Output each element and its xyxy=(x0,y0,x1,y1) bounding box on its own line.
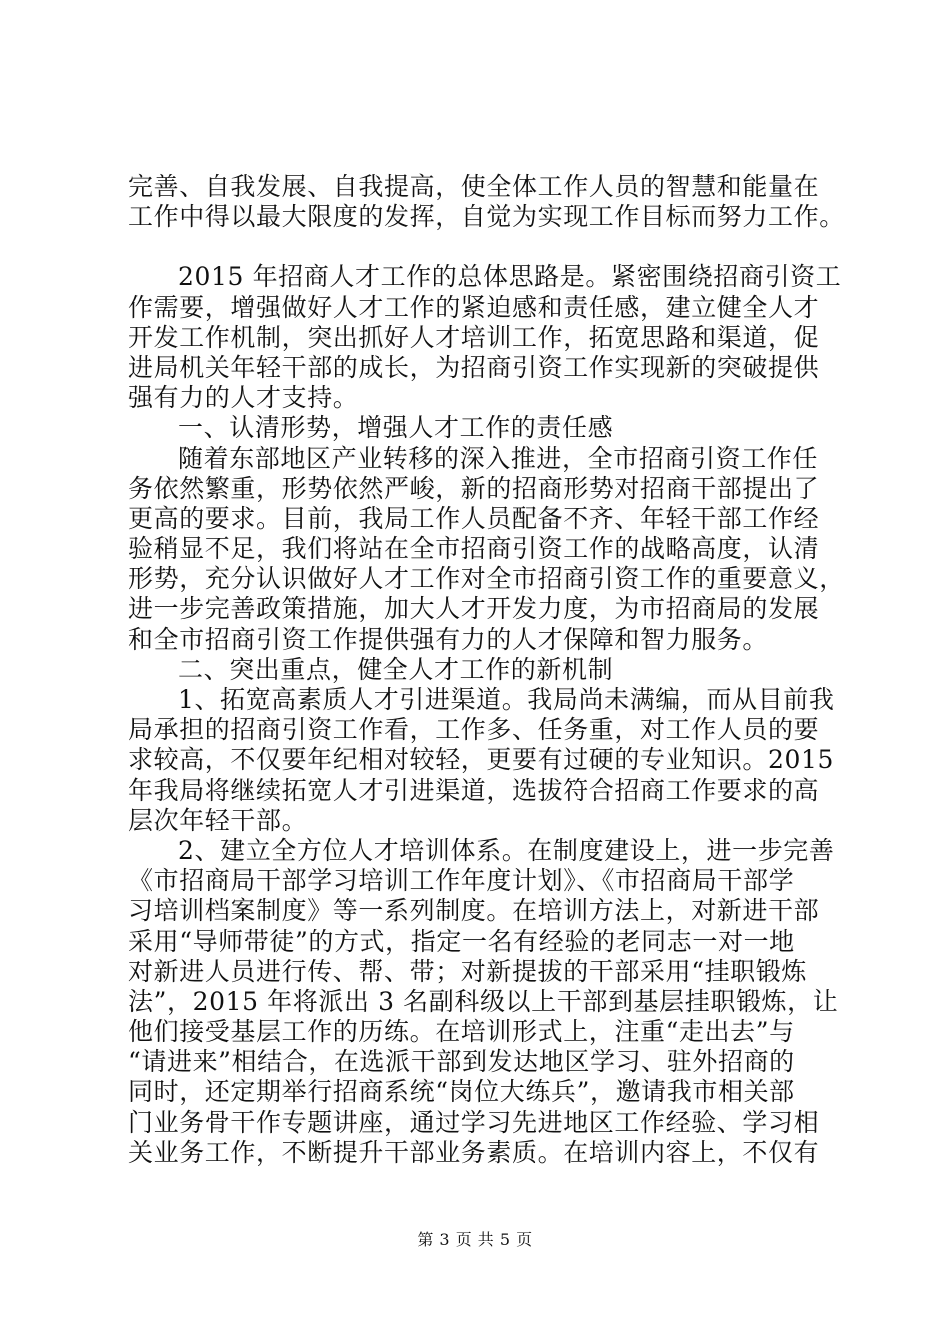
text-line: 《市招商局干部学习培训工作年度计划》、《市招商局干部学 xyxy=(128,866,795,896)
text-line: 采用“导师带徒”的方式，指定一名有经验的老同志一对一地 xyxy=(128,926,795,956)
text-line: 对新进人员进行传、帮、带；对新提拔的干部采用“挂职锻炼 xyxy=(128,956,807,986)
text-line: 进局机关年轻干部的成长，为招商引资工作实现新的突破提供 xyxy=(128,352,820,382)
text-line: 和全市招商引资工作提供强有力的人才保障和智力服务。 xyxy=(128,624,769,654)
text-line: 层次年轻干部。 xyxy=(128,805,308,835)
text-line: 求较高，不仅要年纪相对较轻，更要有过硬的专业知识。2015 xyxy=(128,745,835,775)
text-line: 更高的要求。目前，我局工作人员配备不齐、年轻干部工作经 xyxy=(128,503,820,533)
recruitment-paragraph xyxy=(128,685,835,836)
text-line: 同时，还定期举行招商系统“岗位大练兵”，邀请我市相关部 xyxy=(128,1077,795,1107)
section-heading-2: 二、突出重点，健全人才工作的新机制 xyxy=(178,654,614,684)
intro-paragraph xyxy=(128,172,845,232)
paragraph-gap xyxy=(128,232,832,262)
text-line: 务依然繁重，形势依然严峻，新的招商形势对招商干部提出了 xyxy=(128,473,820,503)
text-line: 随着东部地区产业转移的深入推进，全市招商引资工作任 xyxy=(178,443,819,473)
text-line: 开发工作机制，突出抓好人才培训工作，拓宽思路和渠道，促 xyxy=(128,322,820,352)
text-line: 关业务工作，不断提升干部业务素质。在培训内容上，不仅有 xyxy=(128,1137,820,1167)
text-line: 2015 年招商人才工作的总体思路是。紧密围绕招商引资工 xyxy=(178,262,842,292)
text-line: “请进来”相结合，在选派干部到发达地区学习、驻外招商的 xyxy=(128,1047,795,1077)
text-line: 年我局将继续拓宽人才引进渠道，选拔符合招商工作要求的高 xyxy=(128,775,820,805)
text-line: 局承担的招商引资工作看，工作多、任务重，对工作人员的要 xyxy=(128,715,820,745)
text-line: 门业务骨干作专题讲座，通过学习先进地区工作经验、学习相 xyxy=(128,1107,820,1137)
text-line: 2、建立全方位人才培训体系。在制度建设上，进一步完善 xyxy=(178,835,835,865)
text-line: 工作中得以最大限度的发挥，自觉为实现工作目标而努力工作。 xyxy=(128,202,845,232)
text-line: 法”，2015 年将派出 3 名副科级以上干部到基层挂职锻炼，让 xyxy=(128,986,839,1016)
text-line: 形势，充分认识做好人才工作对全市招商引资工作的重要意义， xyxy=(128,564,845,594)
text-line: 强有力的人才支持。 xyxy=(128,383,359,413)
training-paragraph xyxy=(128,835,839,1168)
text-line: 习培训档案制度》等一系列制度。在培训方法上，对新进干部 xyxy=(128,896,820,926)
situation-paragraph xyxy=(128,443,845,655)
text-line: 验稍显不足，我们将站在全市招商引资工作的战略高度，认清 xyxy=(128,534,820,564)
overall-plan-paragraph xyxy=(128,262,842,413)
text-line: 1、拓宽高素质人才引进渠道。我局尚未满编，而从目前我 xyxy=(178,685,835,714)
section-heading-1: 一、认清形势，增强人才工作的责任感 xyxy=(178,413,614,443)
text-line: 完善、自我发展、自我提高，使全体工作人员的智慧和能量在 xyxy=(128,172,820,201)
page-number: 第 3 页 共 5 页 xyxy=(417,1230,533,1249)
document-body xyxy=(128,172,845,1168)
text-line: 进一步完善政策措施，加大人才开发力度，为市招商局的发展 xyxy=(128,594,820,624)
text-line: 作需要，增强做好人才工作的紧迫感和责任感，建立健全人才 xyxy=(128,292,820,322)
text-line: 他们接受基层工作的历练。在培训形式上，注重“走出去”与 xyxy=(128,1017,795,1047)
